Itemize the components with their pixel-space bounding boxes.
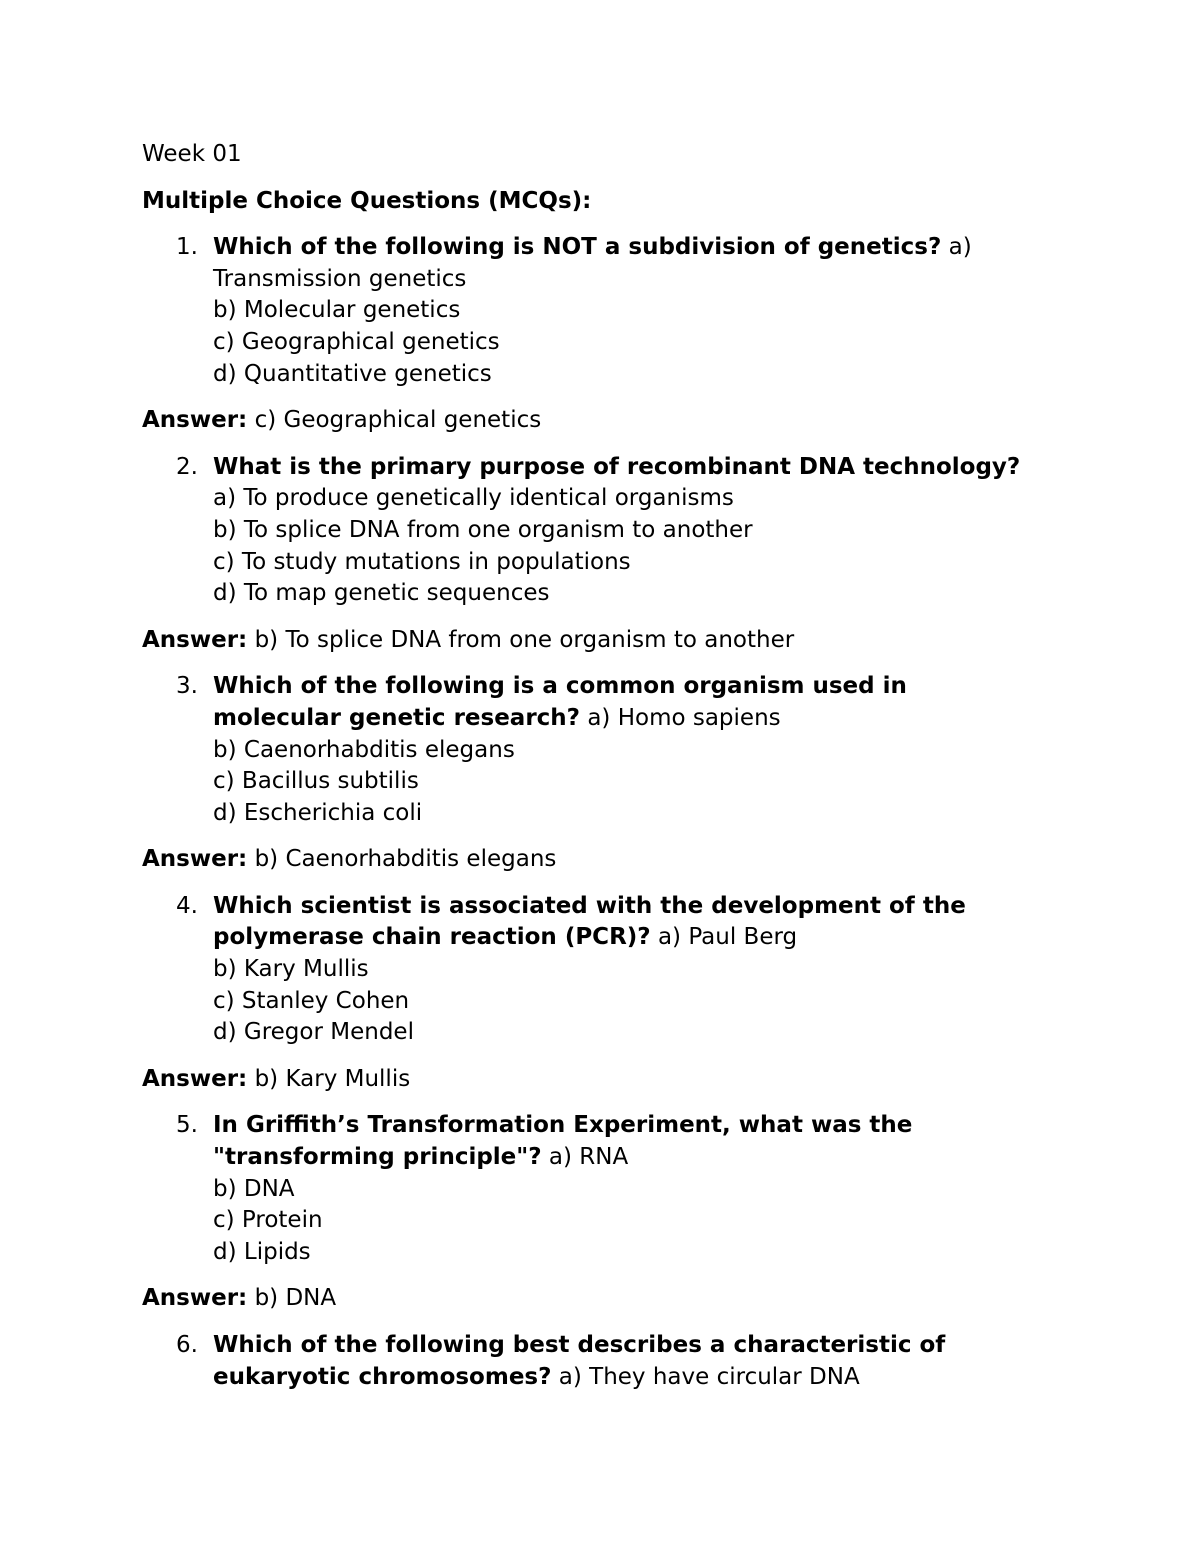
option-text: a) Homo sapiens (580, 704, 781, 731)
answer-option: b) Molecular genetics (213, 297, 461, 324)
answer-value: b) Kary Mullis (247, 1065, 411, 1092)
answer-label: Answer: (142, 407, 248, 434)
question-item (142, 671, 1062, 829)
answer-value: b) Caenorhabditis elegans (247, 846, 557, 873)
question-text-line (213, 452, 1062, 484)
question-prompt: Which of the following is a common organism used in (213, 673, 907, 700)
question-prompt: Which of the following best describes a characteristic of (213, 1332, 946, 1358)
answer-option: c) To study mutations in populations (213, 548, 631, 575)
option-text: Transmission genetics (213, 265, 467, 292)
answer-line (142, 1064, 1062, 1096)
question-text-line (213, 1330, 1062, 1362)
question-prompt: molecular genetic research? (213, 704, 581, 731)
answer-line (142, 844, 1062, 876)
section-heading: Multiple Choice Questions (MCQs): (142, 187, 592, 214)
question-text-line (213, 922, 1062, 954)
question-number: 6. (176, 1332, 198, 1358)
question-prompt: In Griffith’s Transformation Experiment, what was the (213, 1112, 913, 1139)
question-text-line (213, 671, 1062, 703)
question-text-line (213, 232, 1062, 264)
question-number: 4. (176, 892, 198, 919)
question-text-line (213, 891, 1062, 923)
answer-option: d) Lipids (213, 1238, 311, 1265)
question-list (142, 232, 1062, 1393)
question-item (142, 1110, 1062, 1268)
answer-option: d) Gregor Mendel (213, 1019, 414, 1046)
answer-label: Answer: (142, 626, 248, 653)
question-prompt: What is the primary purpose of recombinant DNA technology? (213, 453, 1021, 480)
answer-line (142, 1283, 1062, 1315)
answer-value: b) DNA (247, 1285, 337, 1312)
answer-value: b) To splice DNA from one organism to another (247, 626, 795, 653)
answer-option: d) Escherichia coli (213, 799, 423, 826)
option-text: a) They have circular DNA (551, 1363, 860, 1390)
answer-label: Answer: (142, 846, 248, 873)
answer-option: c) Protein (213, 1207, 323, 1234)
question-text-line (213, 1142, 1062, 1174)
answer-option: d) Quantitative genetics (213, 360, 492, 387)
answer-option: b) Caenorhabditis elegans (213, 736, 515, 763)
question-prompt: eukaryotic chromosomes? (213, 1363, 552, 1390)
question-number: 5. (176, 1112, 198, 1139)
answer-option: c) Stanley Cohen (213, 987, 410, 1014)
question-item (142, 232, 1062, 390)
question-prompt: "transforming principle"? (213, 1144, 542, 1171)
question-prompt: Which scientist is associated with the development of the (213, 892, 966, 919)
answer-option: a) To produce genetically identical organisms (213, 485, 734, 512)
question-item (142, 452, 1062, 610)
answer-option: c) Bacillus subtilis (213, 768, 419, 795)
question-number: 3. (176, 673, 198, 700)
question-item (142, 1330, 1062, 1393)
question-number: 2. (176, 453, 198, 480)
question-item (142, 891, 1062, 1049)
answer-option: b) To splice DNA from one organism to another (213, 516, 753, 543)
question-text-line (213, 1110, 1062, 1142)
week-title: Week 01 (142, 141, 242, 167)
question-prompt: polymerase chain reaction (PCR)? (213, 924, 651, 951)
answer-option: d) To map genetic sequences (213, 580, 550, 607)
answer-label: Answer: (142, 1065, 248, 1092)
document-page (142, 139, 1062, 1393)
question-text-line (213, 264, 1062, 296)
answer-option: b) Kary Mullis (213, 956, 369, 983)
answer-option: c) Geographical genetics (213, 328, 500, 355)
question-text-line (213, 1362, 1062, 1394)
answer-line (142, 405, 1062, 437)
option-text: a) (941, 234, 972, 261)
question-number: 1. (176, 234, 198, 261)
question-prompt: Which of the following is NOT a subdivision of genetics? (213, 234, 942, 261)
answer-option: b) DNA (213, 1175, 295, 1202)
answer-value: c) Geographical genetics (247, 407, 542, 434)
option-text: a) RNA (541, 1144, 629, 1171)
option-text: a) Paul Berg (650, 924, 798, 951)
answer-label: Answer: (142, 1285, 248, 1312)
question-text-line (213, 703, 1062, 735)
answer-line (142, 625, 1062, 657)
